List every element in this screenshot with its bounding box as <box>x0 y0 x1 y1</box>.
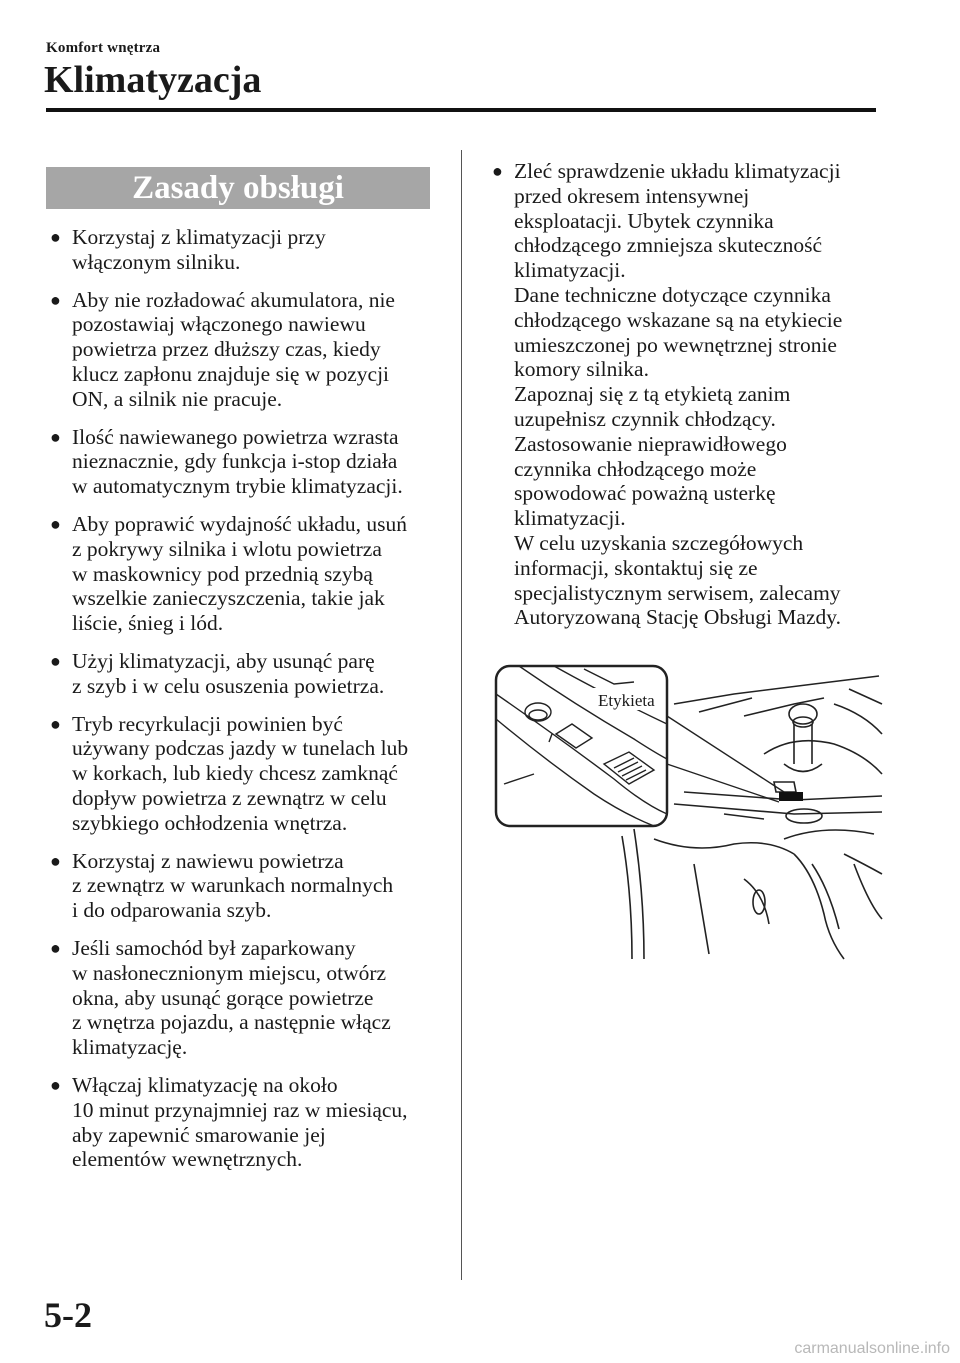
list-item <box>490 159 880 630</box>
list-item-text: Włączaj klimatyzację na około 10 minut przynajmniej raz w miesiącu, aby zapewnić smarowanie jej elementów wewnętrznych. <box>72 1072 408 1172</box>
left-bullet-list <box>48 225 438 1185</box>
list-item-text: Korzystaj z nawiewu powietrza z zewnątrz w warunkach normalnych i do odparowania szyb. <box>72 848 394 923</box>
list-item <box>48 849 438 923</box>
list-item-text: Jeśli samochód był zaparkowany w nasłonecznionym miejscu, otwórz okna, aby usunąć gorące powietrze z wnętrza pojazdu, a następnie włącz klimatyzację. <box>72 935 391 1060</box>
bullet-icon: ● <box>50 713 61 734</box>
watermark: carmanualsonline.info <box>794 1340 950 1357</box>
list-item <box>48 649 438 699</box>
list-item <box>48 1073 438 1172</box>
section-heading: Zasady obsługi <box>46 167 430 209</box>
list-item-text: Użyj klimatyzacji, aby usunąć parę z szyb i w celu osuszenia powietrza. <box>72 648 385 698</box>
bullet-icon: ● <box>50 426 61 447</box>
bullet-icon: ● <box>50 1074 61 1095</box>
title-rule <box>46 108 876 112</box>
bullet-icon: ● <box>50 850 61 871</box>
bullet-icon: ● <box>50 227 61 247</box>
list-item-text: Zleć sprawdzenie układu klimatyzacji przed okresem intensywnej eksploatacji. Ubytek czynnika chłodzącego zmniejsza skuteczność klimatyzacji. Dane techniczne dotyczące czynnika chłodzącego wskazane są na etykiecie umieszczonej po wewnętrznej stronie komory silnika. Zapoznaj się z tą etykietą zanim uzupełnisz czynnik chłodzący. Zastosowanie nieprawidłowego czynnika chłodzącego może spowodować poważną usterkę klimatyzacji. W celu uzyskania szczegółowych informacji, skontaktuj się ze specjalistycznym serwisem, zalecamy Autoryzowaną Stację Obsługi Mazdy. <box>514 159 843 630</box>
column-divider <box>461 150 462 1280</box>
bullet-icon: ● <box>50 650 61 671</box>
list-item-text: Aby nie rozładować akumulatora, nie pozostawiaj włączonego nawiewu powietrza przez dłuższy czas, kiedy klucz zapłonu znajduje się w pozycji ON, a silnik nie pracuje. <box>72 287 395 411</box>
page-title: Klimatyzacja <box>44 59 262 101</box>
list-item <box>48 712 438 836</box>
list-item-text: Aby poprawić wydajność układu, usuń z pokrywy silnika i wlotu powietrza w maskownicy pod przednią szybą wszelkie zanieczyszczenia, takie jak liście, śnieg i lód. <box>72 511 407 636</box>
list-item <box>48 225 438 275</box>
bullet-icon: ● <box>50 513 61 534</box>
right-bullet-list <box>490 159 880 643</box>
list-item <box>48 936 438 1060</box>
figure-callout-label: Etykieta <box>598 691 655 710</box>
breadcrumb: Komfort wnętrza <box>46 40 161 56</box>
page-number: 5-2 <box>44 1295 92 1335</box>
bullet-icon: ● <box>50 937 61 958</box>
list-item <box>48 288 438 412</box>
bullet-icon: ● <box>50 289 61 310</box>
list-item-text: Ilość nawiewanego powietrza wzrasta nieznacznie, gdy funkcja i-stop działa w automatycznym trybie klimatyzacji. <box>72 424 403 499</box>
list-item <box>48 512 438 636</box>
list-item <box>48 425 438 499</box>
bullet-icon: ● <box>492 161 503 181</box>
list-item-text: Tryb recyrkulacji powinien być używany podczas jazdy w tunelach lub w korkach, lub kiedy chcesz zamknąć dopływ powietrza z zewnątrz w celu szybkiego ochłodzenia wnętrza. <box>72 711 409 835</box>
engine-bay-illustration <box>494 664 884 964</box>
engine-bay-drawing <box>494 664 884 964</box>
list-item-text: Korzystaj z klimatyzacji przy włączonym silniku. <box>72 225 326 274</box>
